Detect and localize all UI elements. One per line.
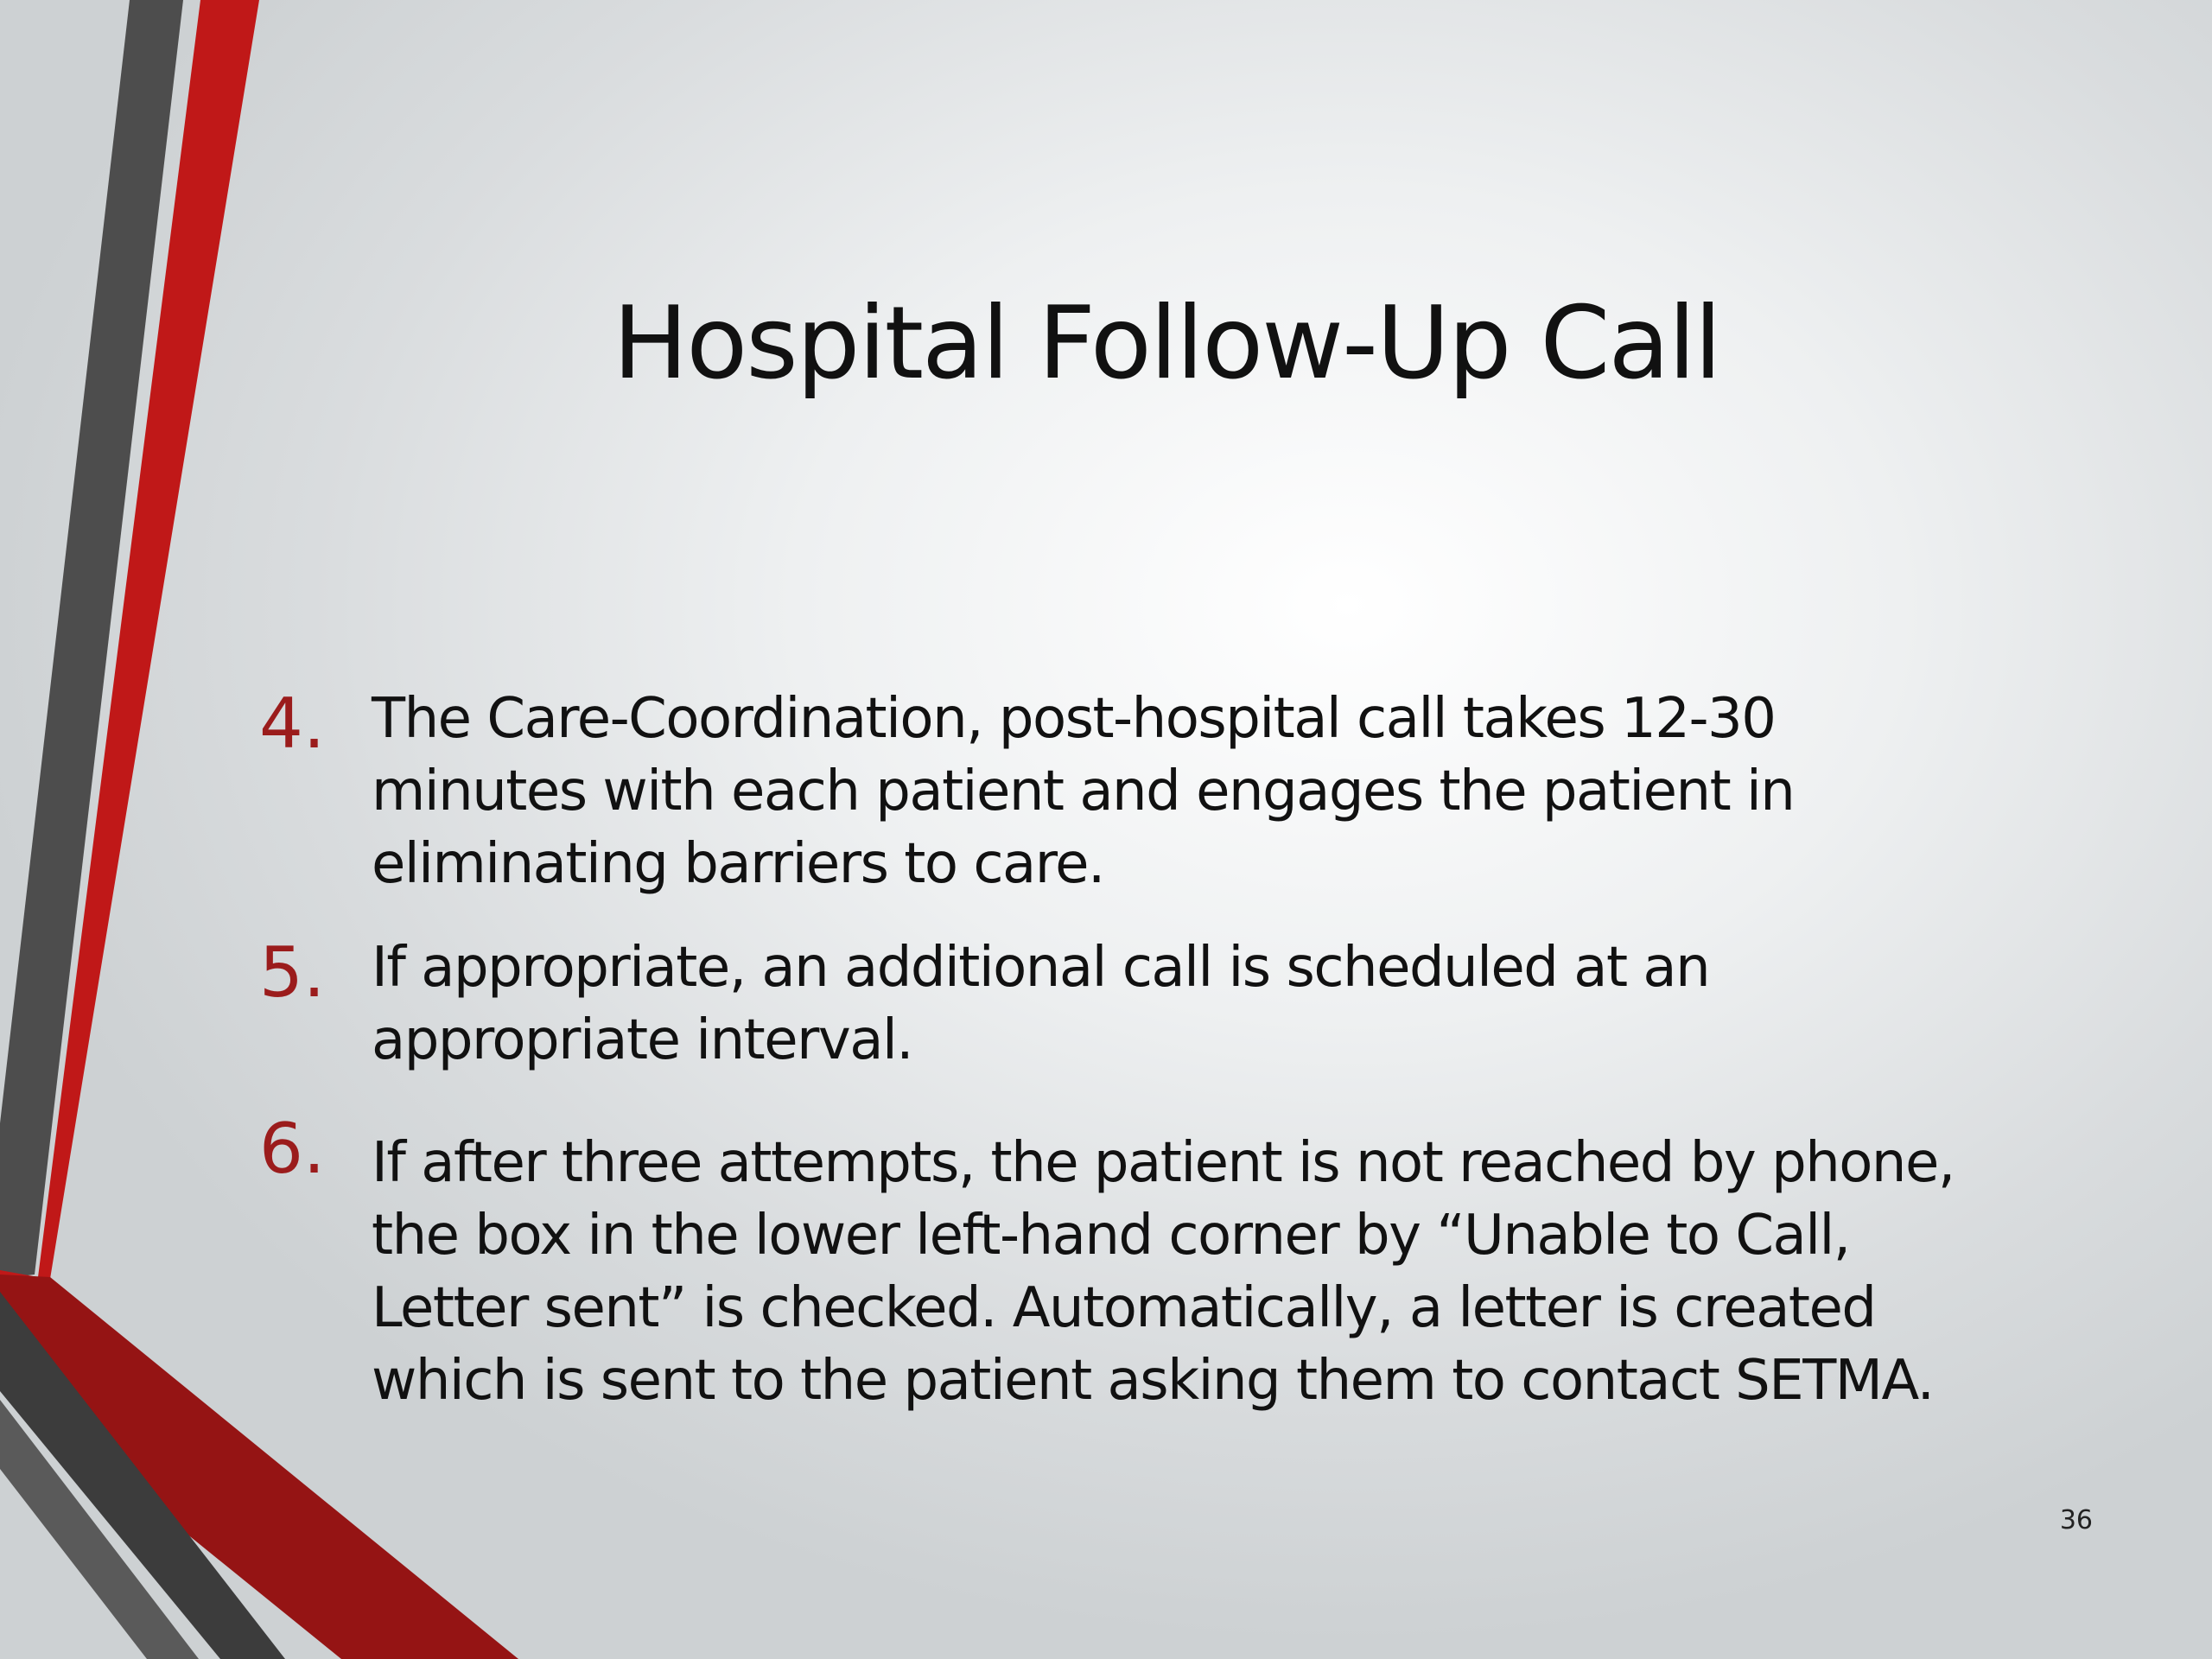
list-item-text: If appropriate, an additional call is scheduled at an appropriate interval. [372,936,1710,1072]
list-item-number: 6. [259,1109,326,1189]
numbered-list [259,683,2056,1448]
list-item-text: The Care-Coordination, post-hospital call takes 12-30 minutes with each patient and engages the patient in eliminating barriers to care. [372,687,1795,896]
list-item-number: 4. [259,683,326,764]
page-number: 36 [2059,1505,2093,1535]
list-item-text: If after three attempts, the patient is not reached by phone, the box in the lower left-hand corner by “Unable to Call, Letter sent” is checked. Automatically, a letter is created which is sent to the patient asking them to contact SETMA. [372,1131,1955,1413]
list-item [259,683,2056,900]
slide-title: Hospital Follow-Up Call [613,285,1720,402]
list-item-number: 5. [259,932,326,1013]
list-item [259,931,2056,1077]
list-item [259,1108,2056,1417]
gray-stripe-top [0,0,183,1279]
